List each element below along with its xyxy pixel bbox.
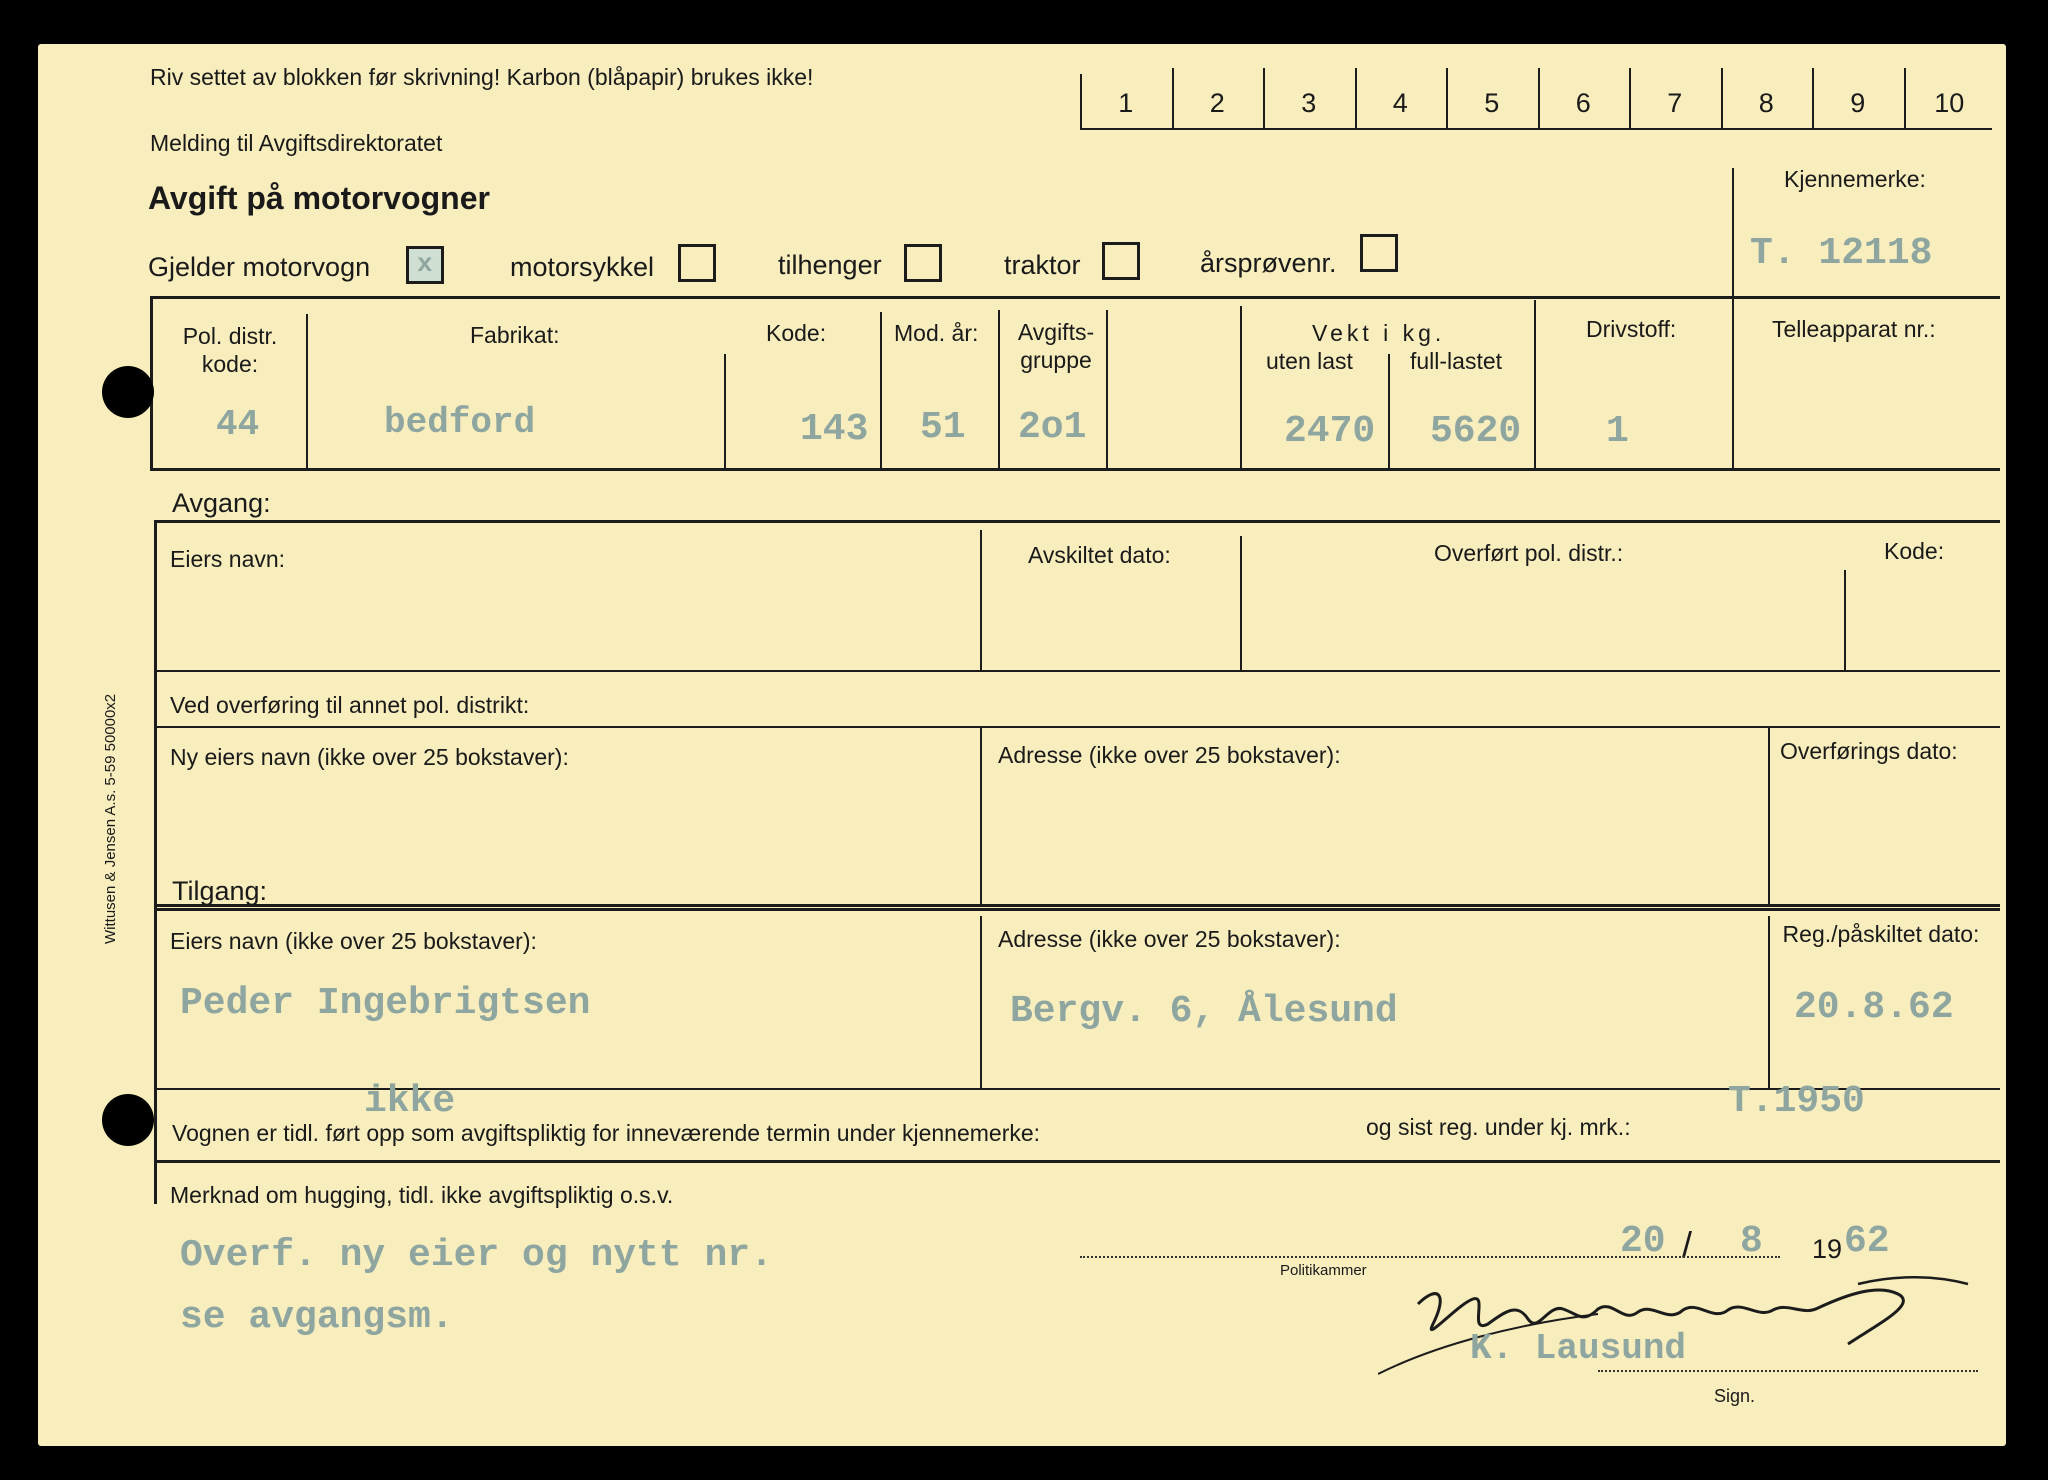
col-div	[306, 314, 308, 470]
full-lastet-value: 5620	[1430, 410, 1522, 453]
ny-eiers-navn-label: Ny eiers navn (ikke over 25 bokstaver):	[170, 744, 569, 770]
number-box-1: 1	[1118, 88, 1134, 118]
col-div	[1388, 354, 1390, 470]
drivstoff-value: 1	[1606, 410, 1629, 453]
col-div	[724, 354, 726, 470]
date-day: 20	[1620, 1220, 1666, 1263]
overfort-label: Overført pol. distr.:	[1434, 540, 1624, 566]
motorvogn-checkbox[interactable]	[406, 246, 444, 284]
drivstoff-label: Drivstoff:	[1586, 316, 1677, 342]
col-div	[998, 310, 1000, 470]
number-box-baseline	[1080, 128, 1992, 130]
date-year-prefix: 19	[1812, 1234, 1843, 1264]
uten-last-value: 2470	[1284, 410, 1376, 453]
vehicle-table-bottom	[150, 468, 2000, 471]
col-div	[1768, 916, 1770, 1090]
ny-adresse-label: Adresse (ikke over 25 bokstaver):	[998, 742, 1341, 768]
traktor-label: traktor	[1004, 250, 1081, 280]
uten-last-label: uten last	[1266, 348, 1353, 374]
pol-distr-value: 44	[216, 404, 260, 445]
col-div	[1106, 310, 1108, 470]
overforing-top	[154, 726, 2000, 728]
avgiftsgruppe-value: 2o1	[1018, 406, 1087, 449]
arsprovenr-label: årsprøvenr.	[1200, 248, 1337, 278]
number-box-divider	[1538, 68, 1540, 130]
mod-ar-label: Mod. år:	[894, 320, 979, 346]
date-year-suffix: 62	[1844, 1220, 1890, 1263]
pol-distr-label: Pol. distr. kode:	[182, 323, 278, 377]
tilgang-bottom	[154, 1160, 2000, 1163]
overforings-dato-label: Overførings dato:	[1780, 738, 1958, 764]
col-div	[1240, 536, 1242, 670]
recipient-text: Melding til Avgiftsdirektoratet	[150, 130, 443, 156]
avgang-section-label: Avgang:	[172, 488, 271, 518]
reg-dato-value: 20.8.62	[1794, 986, 1954, 1029]
date-separator: /	[1682, 1224, 1693, 1265]
merknad-line-2: se avgangsm.	[180, 1296, 454, 1339]
number-box-divider	[1263, 68, 1265, 130]
number-box-7: 7	[1667, 88, 1683, 118]
ved-overforing-label: Ved overføring til annet pol. distrikt:	[170, 692, 530, 718]
instruction-text: Riv settet av blokken før skrivning! Karbon (blåpapir) brukes ikke!	[150, 64, 814, 90]
kode-label: Kode:	[766, 320, 827, 346]
signer-name: K. Lausund	[1470, 1328, 1687, 1369]
merknad-label: Merknad om hugging, tidl. ikke avgiftspliktig o.s.v.	[170, 1182, 674, 1208]
col-div	[980, 530, 982, 670]
number-box-divider	[1172, 68, 1174, 130]
vehicle-table-top	[150, 296, 2000, 299]
number-box-6: 6	[1575, 88, 1591, 118]
reg-dato-label: Reg./påskiltet dato:	[1782, 921, 1980, 947]
telleapparat-label: Telleapparat nr.:	[1772, 316, 1936, 342]
date-line	[1080, 1256, 1780, 1259]
tilhenger-checkbox[interactable]	[904, 244, 942, 282]
avgang-divider	[154, 670, 2000, 672]
punch-hole	[102, 1094, 154, 1146]
number-box-divider	[1629, 68, 1631, 130]
tilgang-adresse-value: Bergv. 6, Ålesund	[1010, 990, 1398, 1033]
col-div	[1240, 306, 1242, 470]
fabrikat-value: bedford	[384, 402, 536, 443]
sign-line	[1598, 1370, 1978, 1373]
full-lastet-label: full-lastet	[1410, 348, 1503, 374]
number-box-9: 9	[1850, 88, 1866, 118]
applies-to-label: Gjelder motorvogn	[148, 252, 371, 282]
tilgang-eiers-navn-value: Peder Ingebrigtsen	[180, 982, 591, 1025]
form-title: Avgift på motorvogner	[148, 180, 490, 216]
avskiltet-dato-label: Avskiltet dato:	[1028, 542, 1171, 568]
number-box-divider	[1355, 68, 1357, 130]
avgang-kode-label: Kode:	[1884, 538, 1945, 564]
politikammer-label: Politikammer	[1280, 1262, 1367, 1279]
kode-value: 143	[800, 408, 869, 451]
number-box-5: 5	[1484, 88, 1500, 118]
col-div	[1732, 298, 1734, 470]
sist-reg-value: T.1950	[1728, 1080, 1865, 1123]
fabrikat-label: Fabrikat:	[470, 322, 560, 348]
side-print: Wittusen & Jensen A.s. 5-59 50000x2	[102, 693, 119, 944]
number-box-divider	[1446, 68, 1448, 130]
number-box-divider	[1812, 68, 1814, 130]
tidl-value: ikke	[364, 1080, 456, 1123]
col-div	[880, 312, 882, 470]
number-box-divider	[1721, 68, 1723, 130]
avgang-left	[154, 520, 157, 908]
motorvogn-check-mark: x	[417, 249, 433, 279]
motorsykkel-checkbox[interactable]	[678, 244, 716, 282]
col-div	[980, 916, 982, 1090]
col-div	[1534, 300, 1536, 470]
kjennemerke-value: T. 12118	[1750, 232, 1933, 275]
number-box-3: 3	[1301, 88, 1317, 118]
col-div	[1844, 570, 1846, 670]
kjennemerke-divider	[1732, 168, 1734, 298]
tilgang-top	[154, 908, 2000, 911]
col-div	[1768, 728, 1770, 904]
traktor-checkbox[interactable]	[1102, 242, 1140, 280]
sign-label: Sign.	[1714, 1386, 1756, 1406]
tilgang-section-label: Tilgang:	[172, 876, 268, 906]
arsprovenr-checkbox[interactable]	[1360, 234, 1398, 272]
avgang-eiers-navn-label: Eiers navn:	[170, 546, 286, 572]
tilgang-eiers-navn-label: Eiers navn (ikke over 25 bokstaver):	[170, 928, 537, 954]
number-box-divider	[1904, 68, 1906, 130]
merknad-line-1: Overf. ny eier og nytt nr.	[180, 1234, 773, 1277]
mod-ar-value: 51	[920, 406, 966, 449]
kjennemerke-label: Kjennemerke:	[1784, 166, 1926, 192]
motorsykkel-label: motorsykkel	[510, 252, 655, 282]
number-box-4: 4	[1392, 88, 1408, 118]
sist-reg-label: og sist reg. under kj. mrk.:	[1366, 1114, 1631, 1140]
tidl-label: Vognen er tidl. ført opp som avgiftspliktig for inneværende termin under kjennemerke:	[172, 1120, 1041, 1146]
number-box-2: 2	[1209, 88, 1225, 118]
vekt-label: Vekt i kg.	[1312, 320, 1446, 346]
number-box-10: 10	[1934, 88, 1965, 118]
avgang-bottom	[154, 904, 2000, 907]
avgiftsgruppe-label: Avgifts- gruppe	[1017, 319, 1095, 373]
punch-hole	[102, 366, 154, 418]
date-month: 8	[1740, 1220, 1763, 1263]
form-card	[38, 44, 2006, 1446]
col-div	[980, 728, 982, 904]
avgang-top	[154, 520, 2000, 523]
tilhenger-label: tilhenger	[778, 250, 882, 280]
number-box-8: 8	[1758, 88, 1774, 118]
tilgang-adresse-label: Adresse (ikke over 25 bokstaver):	[998, 926, 1341, 952]
